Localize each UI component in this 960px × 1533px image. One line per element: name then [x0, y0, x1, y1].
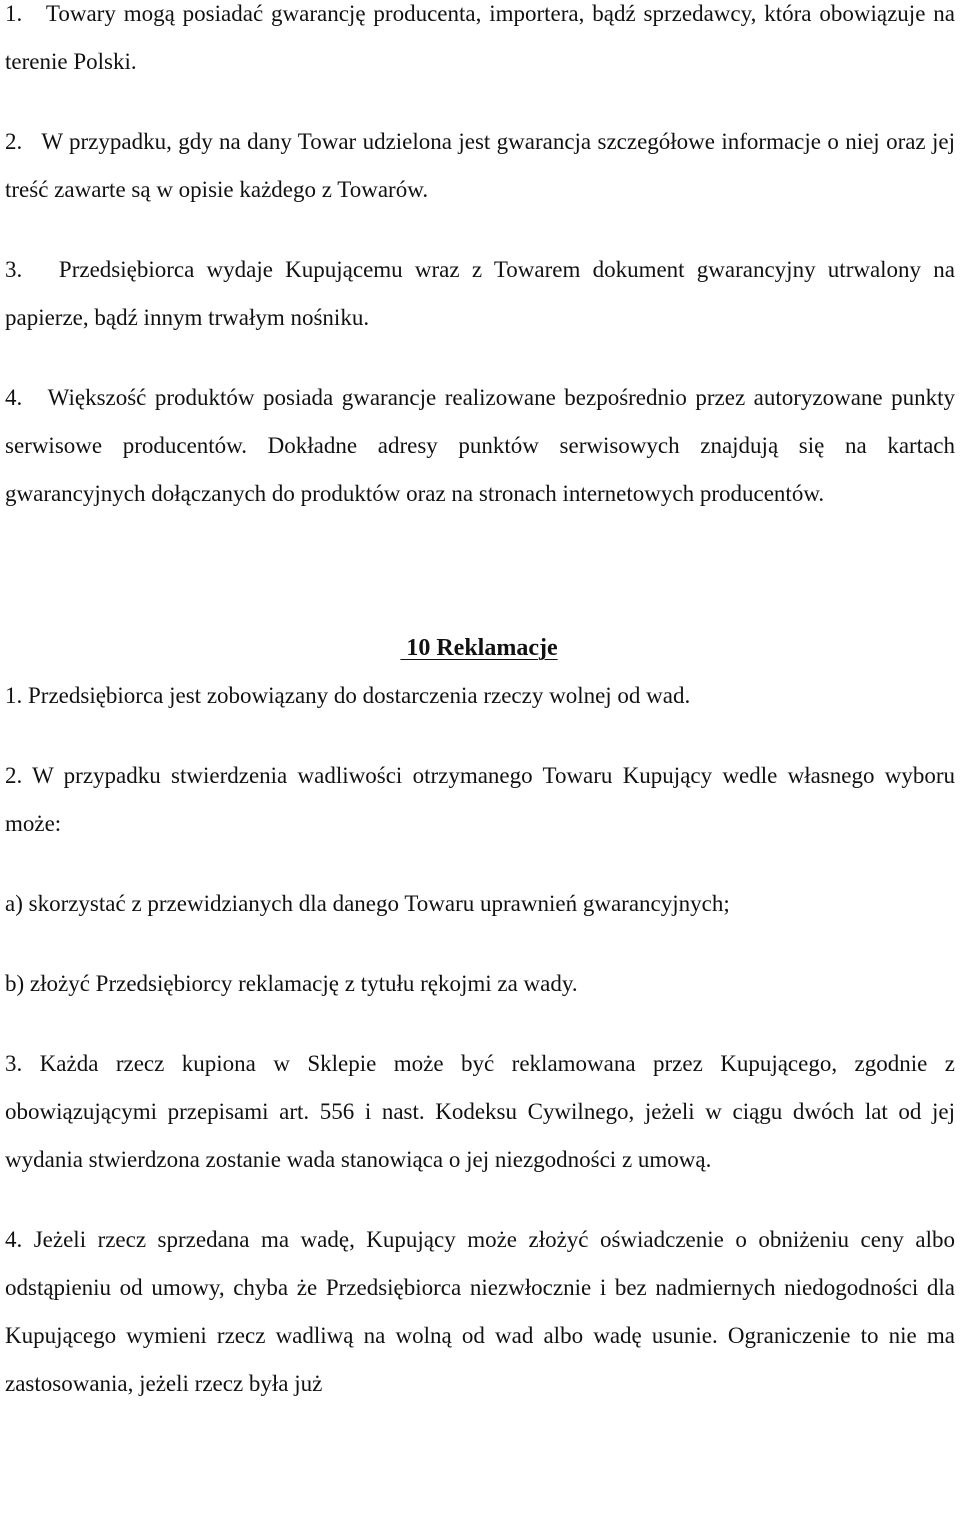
complaint-item-2a: a) skorzystać z przewidzianych dla danego Towaru uprawnień gwarancyjnych;: [5, 891, 730, 916]
complaint-item-2b: b) złożyć Przedsiębiorcy reklamację z tytułu rękojmi za wady.: [5, 971, 578, 996]
warranty-item-4: 4. Większość produktów posiada gwarancje realizowane bezpośrednio przez autoryzowane punkty serwisowe producentów. Dokładne adresy punktów serwisowych znajdują się na kartach gwarancyjnych dołączanych do produktów oraz na stronach internetowych producentów.: [5, 385, 955, 506]
document-page: [5, 0, 955, 1408]
warranty-section: [5, 0, 955, 518]
section-heading-text: 10 Reklamacje: [400, 635, 558, 661]
warranty-item-1: 1. Towary mogą posiadać gwarancję producenta, importera, bądź sprzedawcy, która obowiązuje na terenie Polski.: [5, 1, 955, 74]
complaints-section: [5, 624, 955, 1408]
complaint-item-4: 4. Jeżeli rzecz sprzedana ma wadę, Kupujący może złożyć oświadczenie o obniżeniu ceny albo odstąpieniu od umowy, chyba że Przedsiębiorca niezwłocznie i bez nadmiernych niedogodności dla Kupującego wymieni rzecz wadliwą na wolną od wad albo wadę usunie. Ograniczenie to nie ma zastosowania, jeżeli rzecz była już: [5, 1227, 955, 1396]
warranty-item-3: 3. Przedsiębiorca wydaje Kupującemu wraz z Towarem dokument gwarancyjny utrwalony na papierze, bądź innym trwałym nośniku.: [5, 257, 955, 330]
complaint-item-1: 1. Przedsiębiorca jest zobowiązany do dostarczenia rzeczy wolnej od wad.: [5, 683, 691, 708]
section-heading: [5, 624, 955, 672]
complaint-item-2: 2. W przypadku stwierdzenia wadliwości otrzymanego Towaru Kupujący wedle własnego wyboru może:: [5, 763, 955, 836]
complaint-item-3: 3. Każda rzecz kupiona w Sklepie może być reklamowana przez Kupującego, zgodnie z obowiązującymi przepisami art. 556 i nast. Kodeksu Cywilnego, jeżeli w ciągu dwóch lat od jej wydania stwierdzona zostanie wada stanowiąca o jej niezgodności z umową.: [5, 1051, 955, 1172]
warranty-item-2: 2. W przypadku, gdy na dany Towar udzielona jest gwarancja szczegółowe informacje o niej oraz jej treść zawarte są w opisie każdego z Towarów.: [5, 129, 955, 202]
